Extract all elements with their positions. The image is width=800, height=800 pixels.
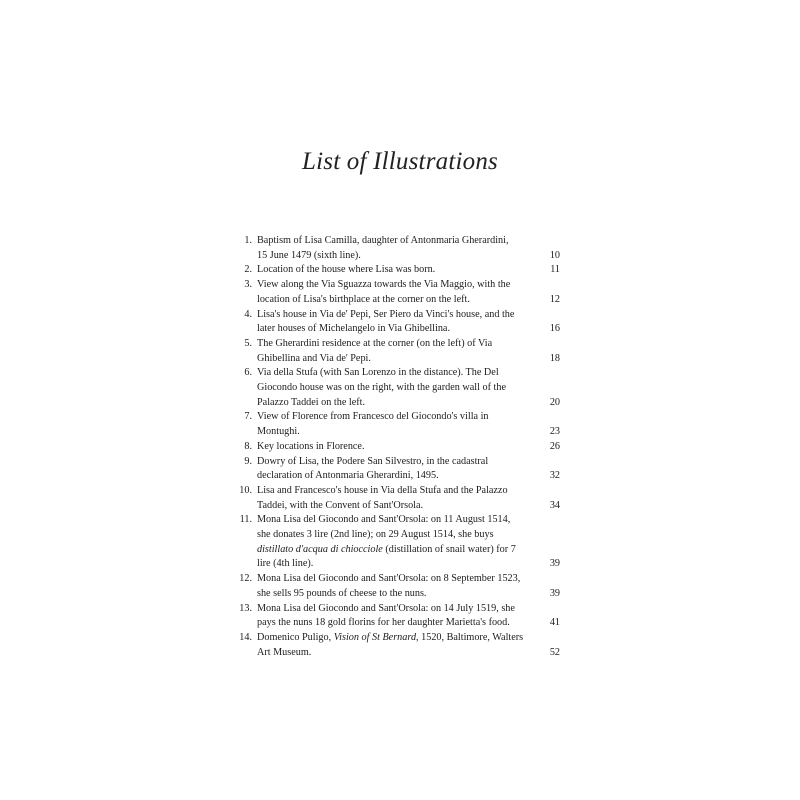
page-number: 20 (549, 396, 560, 408)
list-item: 1. Baptism of Lisa Camilla, daughter of Antonmaria Gherardini, 15 June 1479 (sixth line). 10 (232, 234, 560, 263)
list-item: 8. Key locations in Florence. 26 (232, 440, 560, 455)
list-item: 7. View of Florence from Francesco del Giocondo's villa in Montughi. 23 (232, 410, 560, 439)
page-number: 16 (549, 323, 560, 335)
page-title: List of Illustrations (302, 148, 498, 175)
illustrations-list (232, 234, 560, 660)
page-number: 39 (549, 558, 560, 570)
list-item: 11. Mona Lisa del Giocondo and Sant'Orsola: on 11 August 1514, she donates 3 lire (2nd line); on 29 August 1514, she buys distillato d'acqua di chiocciole (distillation of snail water) for 7 lire (4th line). 39 (232, 513, 560, 572)
list-item: 14. Domenico Puligo, Vision of St Bernard, 1520, Baltimore, Walters Art Museum. 52 (232, 631, 560, 660)
list-item: 10. Lisa and Francesco's house in Via della Stufa and the Palazzo Taddei, with the Convent of Sant'Orsola. 34 (232, 484, 560, 513)
list-item: 2. Location of the house where Lisa was born. 11 (232, 263, 560, 278)
page-number: 11 (550, 264, 560, 276)
list-item: 5. The Gherardini residence at the corner (on the left) of Via Ghibellina and Via de' Pepi. 18 (232, 337, 560, 366)
page-number: 23 (549, 426, 560, 438)
list-item: 4. Lisa's house in Via de' Pepi, Ser Piero da Vinci's house, and the later houses of Michelangelo in Via Ghibellina. 16 (232, 308, 560, 337)
list-item: 6. Via della Stufa (with San Lorenzo in the distance). The Del Giocondo house was on the right, with the garden wall of the Palazzo Taddei on the left. 20 (232, 366, 560, 410)
page-number: 26 (549, 440, 560, 452)
page-number: 41 (549, 617, 560, 629)
list-item: 12. Mona Lisa del Giocondo and Sant'Orsola: on 8 September 1523, she sells 95 pounds of cheese to the nuns. 39 (232, 572, 560, 601)
page-number: 10 (549, 249, 560, 261)
page-number: 18 (549, 352, 560, 364)
page-number: 52 (549, 646, 560, 658)
page-number: 32 (549, 470, 560, 482)
list-item: 13. Mona Lisa del Giocondo and Sant'Orsola: on 14 July 1519, she pays the nuns 18 gold florins for her daughter Marietta's food. 41 (232, 602, 560, 631)
page-number: 12 (549, 293, 560, 305)
list-item: 9. Dowry of Lisa, the Podere San Silvestro, in the cadastral declaration of Antonmaria Gherardini, 1495. 32 (232, 455, 560, 484)
page-number: 39 (549, 587, 560, 599)
list-item: 3. View along the Via Sguazza towards the Via Maggio, with the location of Lisa's birthplace at the corner on the left. 12 (232, 278, 560, 307)
page-number: 34 (549, 499, 560, 511)
